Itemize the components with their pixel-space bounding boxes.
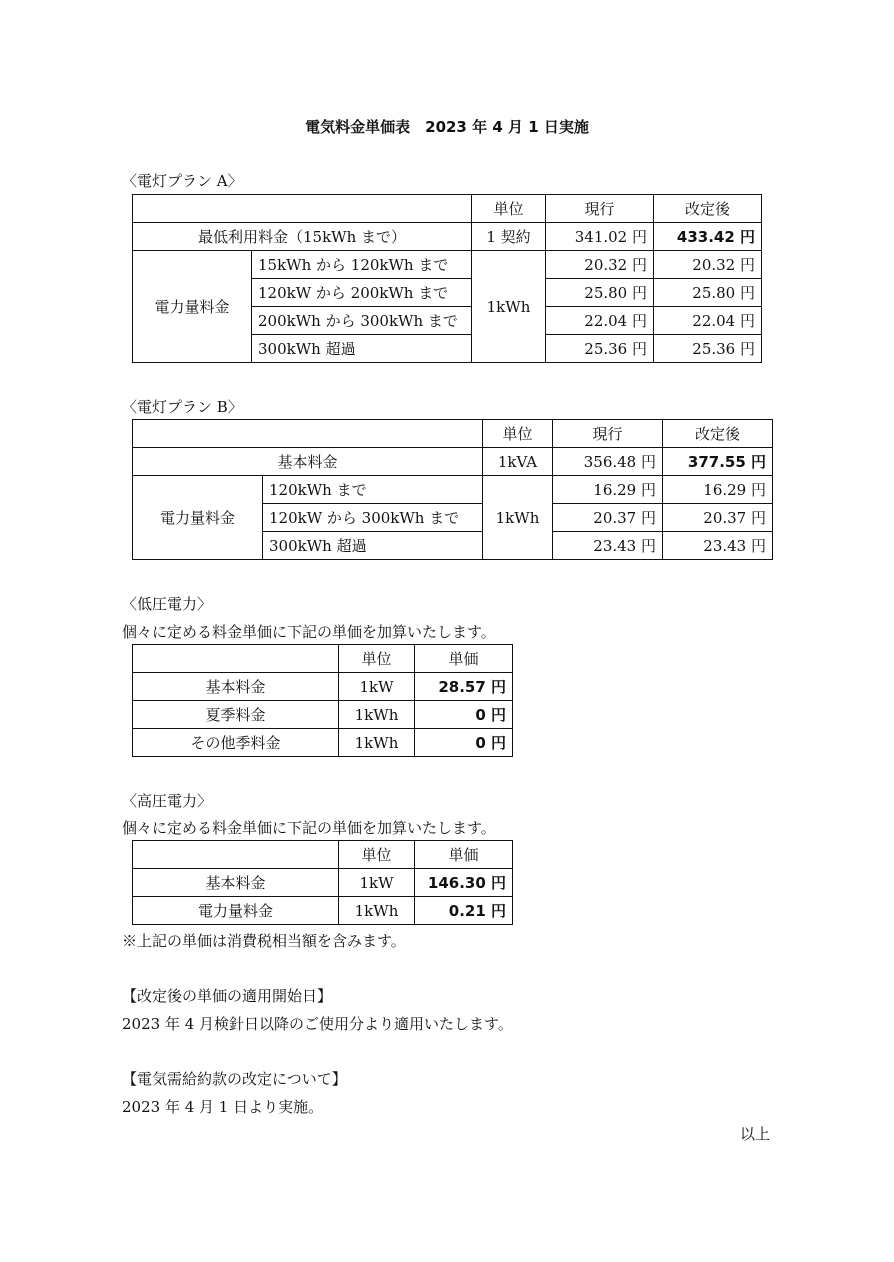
tier-revised: 22.04 円 [654, 307, 762, 335]
table-row [133, 729, 513, 757]
row-label: 電力量料金 [133, 897, 339, 925]
table-row [133, 251, 762, 279]
apply-heading: 【改定後の単価の適用開始日】 [122, 987, 333, 1005]
header-revised: 改定後 [654, 195, 762, 223]
terms-text: 2023 年 4 月 1 日より実施。 [122, 1098, 324, 1116]
table-header-row [133, 195, 762, 223]
basic-fee-label: 基本料金 [133, 448, 483, 476]
tier-current: 25.80 円 [546, 279, 654, 307]
row-price: 0 円 [415, 729, 513, 757]
tier-revised: 16.29 円 [663, 476, 773, 504]
table-header-row [133, 841, 513, 869]
row-unit: 1kWh [339, 729, 415, 757]
row-price: 28.57 円 [415, 673, 513, 701]
header-current: 現行 [546, 195, 654, 223]
tier-current: 23.43 円 [553, 532, 663, 560]
minimum-fee-current: 341.02 円 [546, 223, 654, 251]
high-voltage-heading: 〈高圧電力〉 [122, 792, 213, 810]
table-header-row [133, 645, 513, 673]
tier-revised: 23.43 円 [663, 532, 773, 560]
plan-a-heading: 〈電灯プラン A〉 [122, 172, 243, 190]
header-blank [133, 195, 472, 223]
table-row [133, 869, 513, 897]
row-price: 0 円 [415, 701, 513, 729]
minimum-fee-unit: 1 契約 [472, 223, 546, 251]
minimum-fee-revised: 433.42 円 [654, 223, 762, 251]
header-unit: 単位 [339, 645, 415, 673]
energy-fee-unit: 1kWh [483, 476, 553, 560]
header-price: 単価 [415, 645, 513, 673]
header-blank [133, 841, 339, 869]
row-price: 0.21 円 [415, 897, 513, 925]
tier-range: 120kW から 200kWh まで [252, 279, 472, 307]
tier-range: 200kWh から 300kWh まで [252, 307, 472, 335]
table-row [133, 223, 762, 251]
page-title: 電気料金単価表 2023 年 4 月 1 日実施 [305, 118, 589, 136]
tier-revised: 25.80 円 [654, 279, 762, 307]
basic-fee-unit: 1kVA [483, 448, 553, 476]
table-row [133, 673, 513, 701]
low-voltage-note: 個々に定める料金単価に下記の単価を加算いたします。 [122, 623, 496, 641]
tier-range: 300kWh 超過 [252, 335, 472, 363]
terms-heading: 【電気需給約款の改定について】 [122, 1070, 347, 1088]
header-blank [133, 420, 483, 448]
header-price: 単価 [415, 841, 513, 869]
minimum-fee-label: 最低利用料金（15kWh まで） [133, 223, 472, 251]
row-unit: 1kWh [339, 897, 415, 925]
row-unit: 1kWh [339, 701, 415, 729]
table-row [133, 448, 773, 476]
header-unit: 単位 [339, 841, 415, 869]
energy-fee-label: 電力量料金 [133, 251, 252, 363]
tier-current: 22.04 円 [546, 307, 654, 335]
row-label: 基本料金 [133, 869, 339, 897]
tier-range: 15kWh から 120kWh まで [252, 251, 472, 279]
table-row [133, 476, 773, 504]
row-label: その他季料金 [133, 729, 339, 757]
header-unit: 単位 [483, 420, 553, 448]
plan-b-table [132, 419, 773, 560]
closing-mark: 以上 [739, 1125, 770, 1143]
tier-revised: 20.37 円 [663, 504, 773, 532]
table-header-row [133, 420, 773, 448]
low-voltage-table [132, 644, 513, 757]
tier-range: 120kW から 300kWh まで [263, 504, 483, 532]
tier-range: 120kWh まで [263, 476, 483, 504]
row-label: 基本料金 [133, 673, 339, 701]
tax-note: ※上記の単価は消費税相当額を含みます。 [122, 932, 406, 950]
row-label: 夏季料金 [133, 701, 339, 729]
high-voltage-note: 個々に定める料金単価に下記の単価を加算いたします。 [122, 819, 496, 837]
energy-fee-unit: 1kWh [472, 251, 546, 363]
tier-range: 300kWh 超過 [263, 532, 483, 560]
tier-revised: 25.36 円 [654, 335, 762, 363]
tier-revised: 20.32 円 [654, 251, 762, 279]
table-row [133, 897, 513, 925]
plan-b-heading: 〈電灯プラン B〉 [122, 398, 243, 416]
row-unit: 1kW [339, 869, 415, 897]
low-voltage-heading: 〈低圧電力〉 [122, 595, 213, 613]
header-revised: 改定後 [663, 420, 773, 448]
basic-fee-current: 356.48 円 [553, 448, 663, 476]
row-unit: 1kW [339, 673, 415, 701]
basic-fee-revised: 377.55 円 [663, 448, 773, 476]
row-price: 146.30 円 [415, 869, 513, 897]
tier-current: 25.36 円 [546, 335, 654, 363]
header-blank [133, 645, 339, 673]
table-row [133, 701, 513, 729]
header-unit: 単位 [472, 195, 546, 223]
tier-current: 20.37 円 [553, 504, 663, 532]
energy-fee-label: 電力量料金 [133, 476, 263, 560]
tier-current: 20.32 円 [546, 251, 654, 279]
plan-a-table [132, 194, 762, 363]
high-voltage-table [132, 840, 513, 925]
header-current: 現行 [553, 420, 663, 448]
tier-current: 16.29 円 [553, 476, 663, 504]
apply-text: 2023 年 4 月検針日以降のご使用分より適用いたします。 [122, 1015, 513, 1033]
